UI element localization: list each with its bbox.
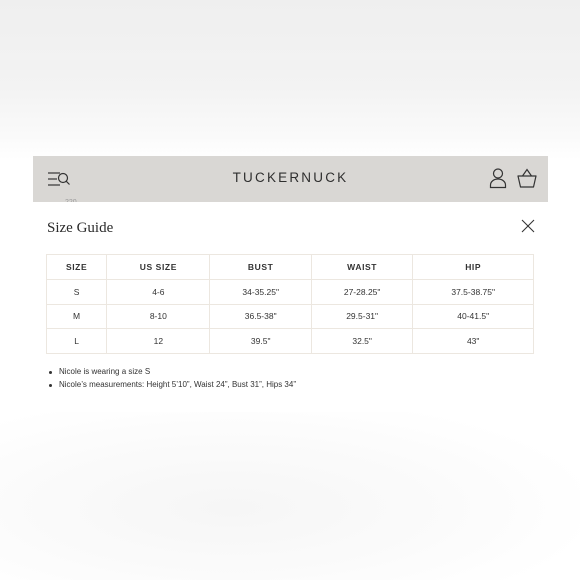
table-cell: 29.5-31" [311, 304, 412, 329]
table-cell: 37.5-38.75" [413, 280, 534, 305]
table-cell: 43" [413, 329, 534, 354]
user-icon[interactable] [489, 167, 507, 189]
site-header [33, 156, 548, 202]
table-cell: 39.5" [210, 329, 311, 354]
brand-logo[interactable]: TUCKERNUCK [232, 170, 349, 185]
table-cell: 27-28.25" [311, 280, 412, 305]
table-cell: 12 [107, 329, 210, 354]
model-notes [47, 366, 296, 391]
column-header: SIZE [47, 255, 107, 280]
table-row [47, 329, 534, 354]
modal-title: Size Guide [47, 220, 114, 236]
close-icon[interactable] [521, 219, 535, 233]
blurred-background-top [0, 0, 580, 160]
shopping-bag-icon[interactable] [516, 167, 538, 189]
table-cell: S [47, 280, 107, 305]
table-header-row [47, 255, 534, 280]
table-cell: M [47, 304, 107, 329]
table-row [47, 280, 534, 305]
table-row [47, 304, 534, 329]
table-cell: 34-35.25" [210, 280, 311, 305]
table-cell: 40-41.5" [413, 304, 534, 329]
table-cell: 32.5" [311, 329, 412, 354]
table-cell: 36.5-38" [210, 304, 311, 329]
column-header: WAIST [311, 255, 412, 280]
list-item: Nicole is wearing a size S [47, 366, 296, 379]
size-table [46, 254, 534, 354]
column-header: HIP [413, 255, 534, 280]
column-header: BUST [210, 255, 311, 280]
size-guide-modal [33, 202, 548, 412]
table-cell: L [47, 329, 107, 354]
table-cell: 8-10 [107, 304, 210, 329]
blurred-background-bottom [0, 400, 580, 580]
list-item: Nicole’s measurements: Height 5’10”, Waist 24”, Bust 31”, Hips 34” [47, 379, 296, 392]
table-cell: 4-6 [107, 280, 210, 305]
column-header: US SIZE [107, 255, 210, 280]
